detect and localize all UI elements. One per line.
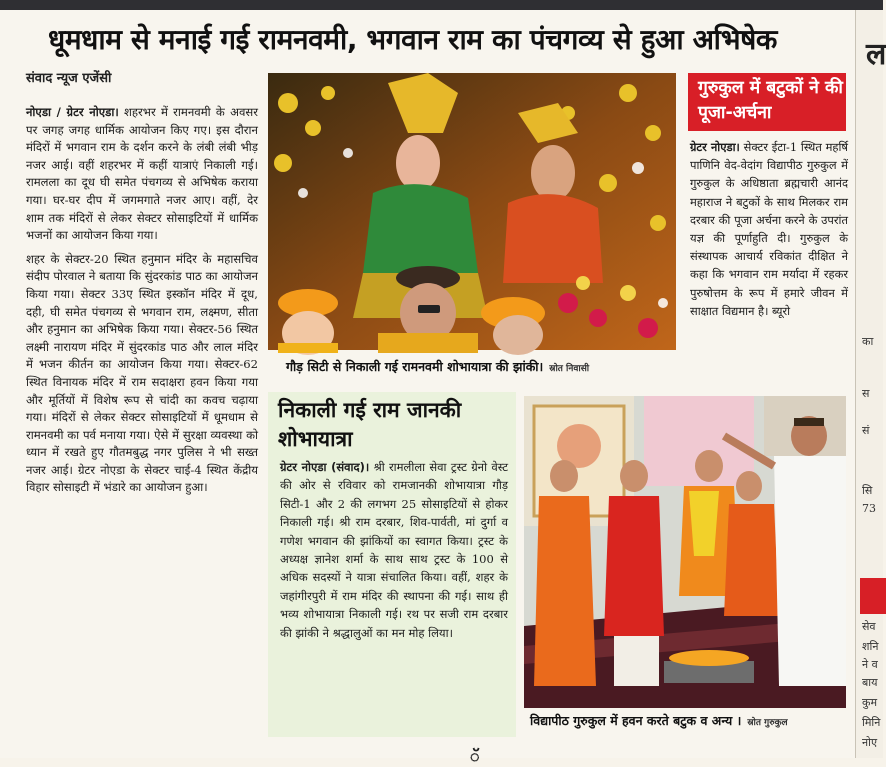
dateline: नोएडा / ग्रेटर नोएडा। xyxy=(26,105,119,119)
adjacent-text-fragment: बाय xyxy=(862,676,878,689)
adjacent-text-fragment: सि xyxy=(862,484,873,497)
top-strip xyxy=(0,0,883,10)
story-box-headline: निकाली गई राम जानकी शोभायात्रा xyxy=(278,398,462,451)
paragraph-text: शहरभर में रामनवमी के अवसर पर जगह जगह धार्मिक आयोजन किए गए। इस दौरान मंदिरों में भगवान राम के दर्शन करने के लंबी लंबी भीड़ नजर आई। वहीं शहरभर में कहीं यात्राएं निकाली गई। रामलला का दूध घी समेत पंचगव्य से अभिषेक कराया गया। घर-घर दीप में जगमगाते नजर आए। वहीं, देर शाम तक मंदिरों से लेकर सेक्टर सोसाइटियों में धार्मिक भजनों का आयोजन किया गया। xyxy=(26,105,258,243)
adjacent-text-fragment: 73 xyxy=(862,502,876,515)
photo-caption xyxy=(530,712,846,729)
adjacent-red-box xyxy=(860,578,886,614)
gurukul-havan-photo xyxy=(524,396,846,708)
side-story-body xyxy=(690,138,848,320)
adjacent-text-fragment: कुम xyxy=(862,696,878,709)
adjacent-text-fragment: ने व xyxy=(862,658,878,671)
paragraph-text: सेक्टर ईटा-1 स्थित महर्षि पाणिनि वेद-वेदांग विद्यापीठ गुरुकुल में गुरुकुल के अधिष्ठाता ब्रह्मचारी आनंद महाराज ने बटुकों के साथ मिलकर राम दरबार की पूजा अर्चना करने के उपरांत यज्ञ की पूर्णाहुति दी। गुरुकुल के संस्थापक आचार्य रविकांत दीक्षित ने कहा कि भगवान राम मर्यादा में रहकर पुरुषोत्तम के रूप में हमारे जीवन में साक्षात विद्यमान है। ब्यूरो xyxy=(690,140,848,318)
paragraph-text: श्री रामलीला सेवा ट्रस्ट ग्रेनो वेस्ट की ओर से रविवार को रामजानकी शोभायात्रा गौड़ सिटी-1 और 2 की लगभग 25 सोसाइटियों से होकर निकाली गई। श्री राम दरबार, शिव-पार्वती, मां दुर्गा व गणेश भगवान की झांकियों का स्वागत किया। ट्रस्ट के अध्यक्ष ज्ञानेश शर्मा के साथ साथ ट्रस्ट के 100 से अधिक सदस्यों ने यात्रा संचालित किया। वहीं, शहर के जहांगीरपुरी में राम मंदिर की स्थापना की गई। साथ ही भव्य शोभायात्रा निकाली गई। रथ पर सजी राम दरबार की झांकी ने श्रद्धालुओं का मन मोह लिया। xyxy=(280,460,509,640)
adjacent-headline-fragment: ल xyxy=(866,37,886,72)
photo-credit: स्रोत गुरुकुल xyxy=(747,718,788,728)
article-paragraph xyxy=(26,104,258,245)
byline: संवाद न्यूज एजेंसी xyxy=(26,71,112,86)
adjacent-text-fragment: सेव xyxy=(862,620,876,633)
photo-credit: स्रोत निवासी xyxy=(549,364,590,374)
adjacent-text-fragment: का xyxy=(862,335,874,348)
story-box-body xyxy=(280,458,508,642)
procession-tableau-photo xyxy=(268,73,676,350)
side-story-headline: गुरुकुल में बटुकों ने की पूजा-अर्चना xyxy=(688,73,846,131)
next-headline-fragment: ॅ xyxy=(470,747,480,766)
adjacent-text-fragment: नोए xyxy=(862,736,878,749)
dateline: ग्रेटर नोएडा। xyxy=(690,140,740,154)
caption-text: गौड़ सिटी से निकाली गई रामनवमी शोभायात्रा की झांकी। xyxy=(286,359,544,374)
article-paragraph: शहर के सेक्टर-20 स्थित हनुमान मंदिर के महासचिव संदीप पोरवाल ने बताया कि सुंदरकांड पाठ का आयोजन किया गया। सेक्टर 33ए स्थित इस्कॉन मंदिर में दूध, दही, घी समेत पंचगव्य से भगवान राम, लक्ष्मण, सीता और हनुमान का अभिषेक किया गया। सेक्टर-56 स्थित लक्ष्मी नारायण मंदिर में सुंदरकांड पाठ और लाल मंदिर में भजन कीर्तन का आयोजन किया गया। सेक्टर-62 स्थित विनायक मंदिर में राम सदाक्षरा हवन किया गया और मूर्तियों में विशेष रूप से चांदी का कवच चढ़ाया गया। मंदिरों से लेकर सेक्टर सोसाइटियों में धूमधाम से रामनवमी का पर्व मनाया गया। ऐसे में सुरक्षा व्यवस्था को ध्यान में रखते हुए गौतमबुद्ध नगर पुलिस ने भी सख्त नजर आई। ग्रेटर नोएडा के सेक्टर चाई-4 स्थित केंद्रीय विहार सोसाइटी में भंडारे का आयोजन हुआ। xyxy=(26,251,258,495)
adjacent-column-fragment xyxy=(855,10,886,758)
adjacent-text-fragment: शनि xyxy=(862,640,879,653)
adjacent-text-fragment: स xyxy=(862,387,870,400)
adjacent-text-fragment: मिनि xyxy=(862,716,881,729)
dateline: ग्रेटर नोएडा (संवाद)। xyxy=(280,460,370,474)
caption-text: विद्यापीठ गुरुकुल में हवन करते बटुक व अन्य । xyxy=(530,713,742,728)
adjacent-text-fragment: सं xyxy=(862,424,870,437)
main-article-body xyxy=(26,104,258,503)
photo-caption xyxy=(268,352,676,380)
main-headline: धूमधाम से मनाई गई रामनवमी, भगवान राम का पंचगव्य से हुआ अभिषेक xyxy=(48,23,778,56)
